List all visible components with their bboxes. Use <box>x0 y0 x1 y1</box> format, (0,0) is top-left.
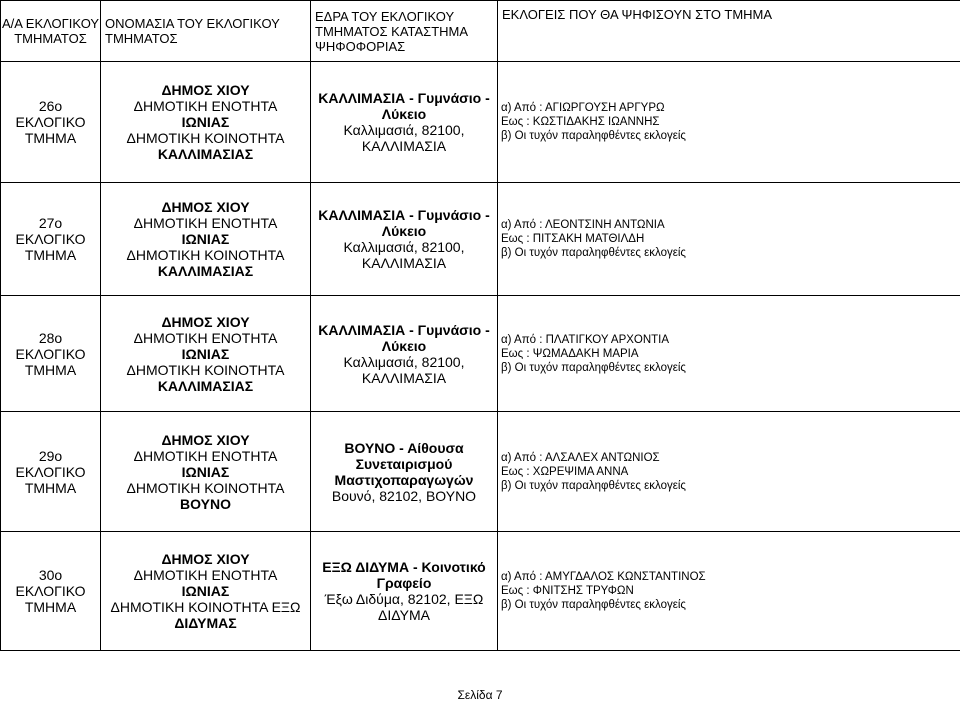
station-name <box>101 532 311 651</box>
station-number-line: 30ο <box>38 567 63 583</box>
voters-line: Εως : ΦΝΙΤΣΗΣ ΤΡΥΦΩΝ <box>501 585 634 597</box>
voters-line: Εως : ΠΙΤΣΑΚΗ ΜΑΤΘΙΛΔΗ <box>501 233 645 245</box>
station-number-line: 27ο <box>38 215 63 231</box>
voters-line: Εως : ΨΩΜΑΔΑΚΗ ΜΑΡΙΑ <box>501 347 639 360</box>
polling-place-line: Λύκειο <box>381 337 427 354</box>
header-voters: ΕΚΛΟΓΕΙΣ ΠΟΥ ΘΑ ΨΗΦΙΣΟΥΝ ΣΤΟ ΤΜΗΜΑ <box>498 1 960 62</box>
station-name-line: ΙΩΝΙΑΣ <box>181 583 230 599</box>
polling-place-line: Μαστιχοπαραγωγών <box>334 471 474 488</box>
polling-place-line: ΚΑΛΛΙΜΑΣΙΑ - Γυμνάσιο - <box>318 321 490 338</box>
header-name: ΟΝΟΜΑΣΙΑ ΤΟΥ ΕΚΛΟΓΙΚΟΥ ΤΜΗΜΑΤΟΣ <box>101 1 311 62</box>
header-num: Α/Α ΕΚΛΟΓΙΚΟΥ ΤΜΗΜΑΤΟΣ <box>1 1 101 62</box>
polling-place-line: Λύκειο <box>381 106 427 122</box>
station-name-line: ΚΑΛΛΙΜΑΣΙΑΣ <box>157 263 254 279</box>
polling-place-line: ΚΑΛΛΙΜΑΣΙΑ <box>361 255 447 271</box>
station-number <box>1 532 101 651</box>
station-name-line: ΚΑΛΛΙΜΑΣΙΑΣ <box>157 377 254 394</box>
station-name-line: ΔΗΜΟΤΙΚΗ ΚΟΙΝΟΤΗΤΑ ΕΞΩ <box>110 599 301 615</box>
voters-line: β) Οι τυχόν παραληφθέντες εκλογείς <box>501 247 686 259</box>
station-number <box>1 296 101 412</box>
table-row <box>1 62 960 183</box>
polling-place-line: Καλλιμασιά, 82100, <box>343 353 465 370</box>
station-number-line: ΕΚΛΟΓΙΚΟ <box>15 231 86 247</box>
voters-line: α) Από : ΑΛΣΑΛΕΧ ΑΝΤΩΝΙΟΣ <box>501 451 660 464</box>
header-row <box>1 1 960 62</box>
station-name-line: ΔΗΜΟΤΙΚΗ ΚΟΙΝΟΤΗΤΑ <box>126 361 285 378</box>
polling-place-line: ΚΑΛΛΙΜΑΣΙΑ <box>361 138 447 154</box>
station-name-line: ΔΗΜΟΣ ΧΙΟΥ <box>161 551 250 567</box>
station-number-line: ΕΚΛΟΓΙΚΟ <box>15 345 86 362</box>
station-name-line: ΔΗΜΟΤΙΚΗ ΕΝΟΤΗΤΑ <box>133 98 278 114</box>
polling-place <box>311 412 498 532</box>
station-number <box>1 62 101 183</box>
voters-range <box>498 412 960 532</box>
voters-line: α) Από : ΑΓΙΩΡΓΟΥΣΗ ΑΡΓΥΡΩ <box>501 102 665 114</box>
voters-line: α) Από : ΑΜΥΓΔΑΛΟΣ ΚΩΝΣΤΑΝΤΙΝΟΣ <box>501 571 706 583</box>
polling-place <box>311 296 498 412</box>
station-name-line: ΒΟΥΝΟ <box>180 495 231 512</box>
voters-range <box>498 183 960 296</box>
station-number-line: ΤΜΗΜΑ <box>24 599 77 615</box>
polling-place <box>311 62 498 183</box>
voters-range <box>498 532 960 651</box>
station-number-line: ΤΜΗΜΑ <box>24 130 77 146</box>
polling-place-line: Καλλιμασιά, 82100, <box>343 239 465 255</box>
station-number <box>1 412 101 532</box>
station-name-line: ΔΗΜΟΣ ΧΙΟΥ <box>161 82 250 98</box>
header-seat: ΕΔΡΑ ΤΟΥ ΕΚΛΟΓΙΚΟΥ ΤΜΗΜΑΤΟΣ ΚΑΤΑΣΤΗΜΑ ΨΗΦΟΦΟΡΙΑΣ <box>311 1 498 62</box>
voters-line: Εως : ΧΩΡΕΨΙΜΑ ΑΝΝΑ <box>501 465 629 478</box>
polling-place-line: ΚΑΛΛΙΜΑΣΙΑ - Γυμνάσιο - <box>318 90 490 106</box>
station-number-line: ΤΜΗΜΑ <box>24 361 77 378</box>
voters-line: β) Οι τυχόν παραληφθέντες εκλογείς <box>501 130 686 142</box>
polling-place <box>311 532 498 651</box>
polling-place <box>311 183 498 296</box>
station-name <box>101 62 311 183</box>
station-name-line: ΔΗΜΟΤΙΚΗ ΕΝΟΤΗΤΑ <box>133 567 278 583</box>
station-name-line: ΙΩΝΙΑΣ <box>181 231 230 247</box>
table-row <box>1 532 960 651</box>
station-name-line: ΚΑΛΛΙΜΑΣΙΑΣ <box>157 146 254 162</box>
station-name-line: ΔΗΜΟΣ ΧΙΟΥ <box>161 431 250 448</box>
voters-line: α) Από : ΠΛΑΤΙΓΚΟΥ ΑΡΧΟΝΤΙΑ <box>501 333 670 346</box>
voters-line: Εως : ΚΩΣΤΙΔΑΚΗΣ ΙΩΑΝΝΗΣ <box>501 116 660 128</box>
station-name-line: ΔΗΜΟΤΙΚΗ ΚΟΙΝΟΤΗΤΑ <box>126 247 285 263</box>
voters-range <box>498 62 960 183</box>
table-row <box>1 412 960 532</box>
polling-place-line: ΒΟΥΝΟ - Αίθουσα <box>344 439 464 456</box>
station-name <box>101 296 311 412</box>
station-number-line: ΕΚΛΟΓΙΚΟ <box>15 583 86 599</box>
polling-place-line: ΚΑΛΛΙΜΑΣΙΑ - Γυμνάσιο - <box>318 207 490 223</box>
station-number-line: ΕΚΛΟΓΙΚΟ <box>15 114 86 130</box>
voters-line: β) Οι τυχόν παραληφθέντες εκλογείς <box>501 599 686 611</box>
station-number <box>1 183 101 296</box>
polling-place-line: ΚΑΛΛΙΜΑΣΙΑ <box>361 369 447 386</box>
station-name-line: ΔΙΔΥΜΑΣ <box>174 615 237 631</box>
polling-place-line: Βουνό, 82102, ΒΟΥΝΟ <box>331 487 477 504</box>
station-name-line: ΙΩΝΙΑΣ <box>181 114 230 130</box>
station-name-line: ΔΗΜΟΣ ΧΙΟΥ <box>161 313 250 330</box>
station-name-line: ΔΗΜΟΤΙΚΗ ΚΟΙΝΟΤΗΤΑ <box>126 130 285 146</box>
station-number-line: 26ο <box>38 98 63 114</box>
polling-place-line: ΕΞΩ ΔΙΔΥΜΑ - Κοινοτικό <box>322 559 486 575</box>
station-number-line: 29ο <box>38 447 63 464</box>
station-number-line: ΤΜΗΜΑ <box>24 479 77 496</box>
polling-place-line: Γραφείο <box>376 575 432 591</box>
polling-place-line: ΔΙΔΥΜΑ <box>378 607 430 623</box>
page-number: Σελίδα 7 <box>457 688 503 702</box>
voters-line: β) Οι τυχόν παραληφθέντες εκλογείς <box>501 361 686 374</box>
polling-place-line: Λύκειο <box>381 223 427 239</box>
table-row <box>1 296 960 412</box>
station-number-line: ΕΚΛΟΓΙΚΟ <box>15 463 86 480</box>
station-name-line: ΔΗΜΟΣ ΧΙΟΥ <box>161 199 250 215</box>
table-body <box>1 62 960 651</box>
station-name <box>101 412 311 532</box>
station-name-line: ΙΩΝΙΑΣ <box>181 345 230 362</box>
station-name-line: ΔΗΜΟΤΙΚΗ ΚΟΙΝΟΤΗΤΑ <box>126 479 285 496</box>
polling-place-line: Καλλιμασιά, 82100, <box>343 122 465 138</box>
station-number-line: 28ο <box>38 329 63 346</box>
station-name <box>101 183 311 296</box>
polling-place-line: Έξω Διδύμα, 82102, ΕΞΩ <box>324 591 484 607</box>
voters-line: β) Οι τυχόν παραληφθέντες εκλογείς <box>501 479 686 492</box>
polling-place-line: Συνεταιρισμού <box>355 455 453 472</box>
station-name-line: ΔΗΜΟΤΙΚΗ ΕΝΟΤΗΤΑ <box>133 329 278 346</box>
station-name-line: ΔΗΜΟΤΙΚΗ ΕΝΟΤΗΤΑ <box>133 215 278 231</box>
voters-range <box>498 296 960 412</box>
table-row <box>1 183 960 296</box>
voters-line: α) Από : ΛΕΟΝΤΣΙΝΗ ΑΝΤΩΝΙΑ <box>501 219 665 231</box>
station-name-line: ΔΗΜΟΤΙΚΗ ΕΝΟΤΗΤΑ <box>133 447 278 464</box>
station-name-line: ΙΩΝΙΑΣ <box>181 463 230 480</box>
station-number-line: ΤΜΗΜΑ <box>24 247 77 263</box>
